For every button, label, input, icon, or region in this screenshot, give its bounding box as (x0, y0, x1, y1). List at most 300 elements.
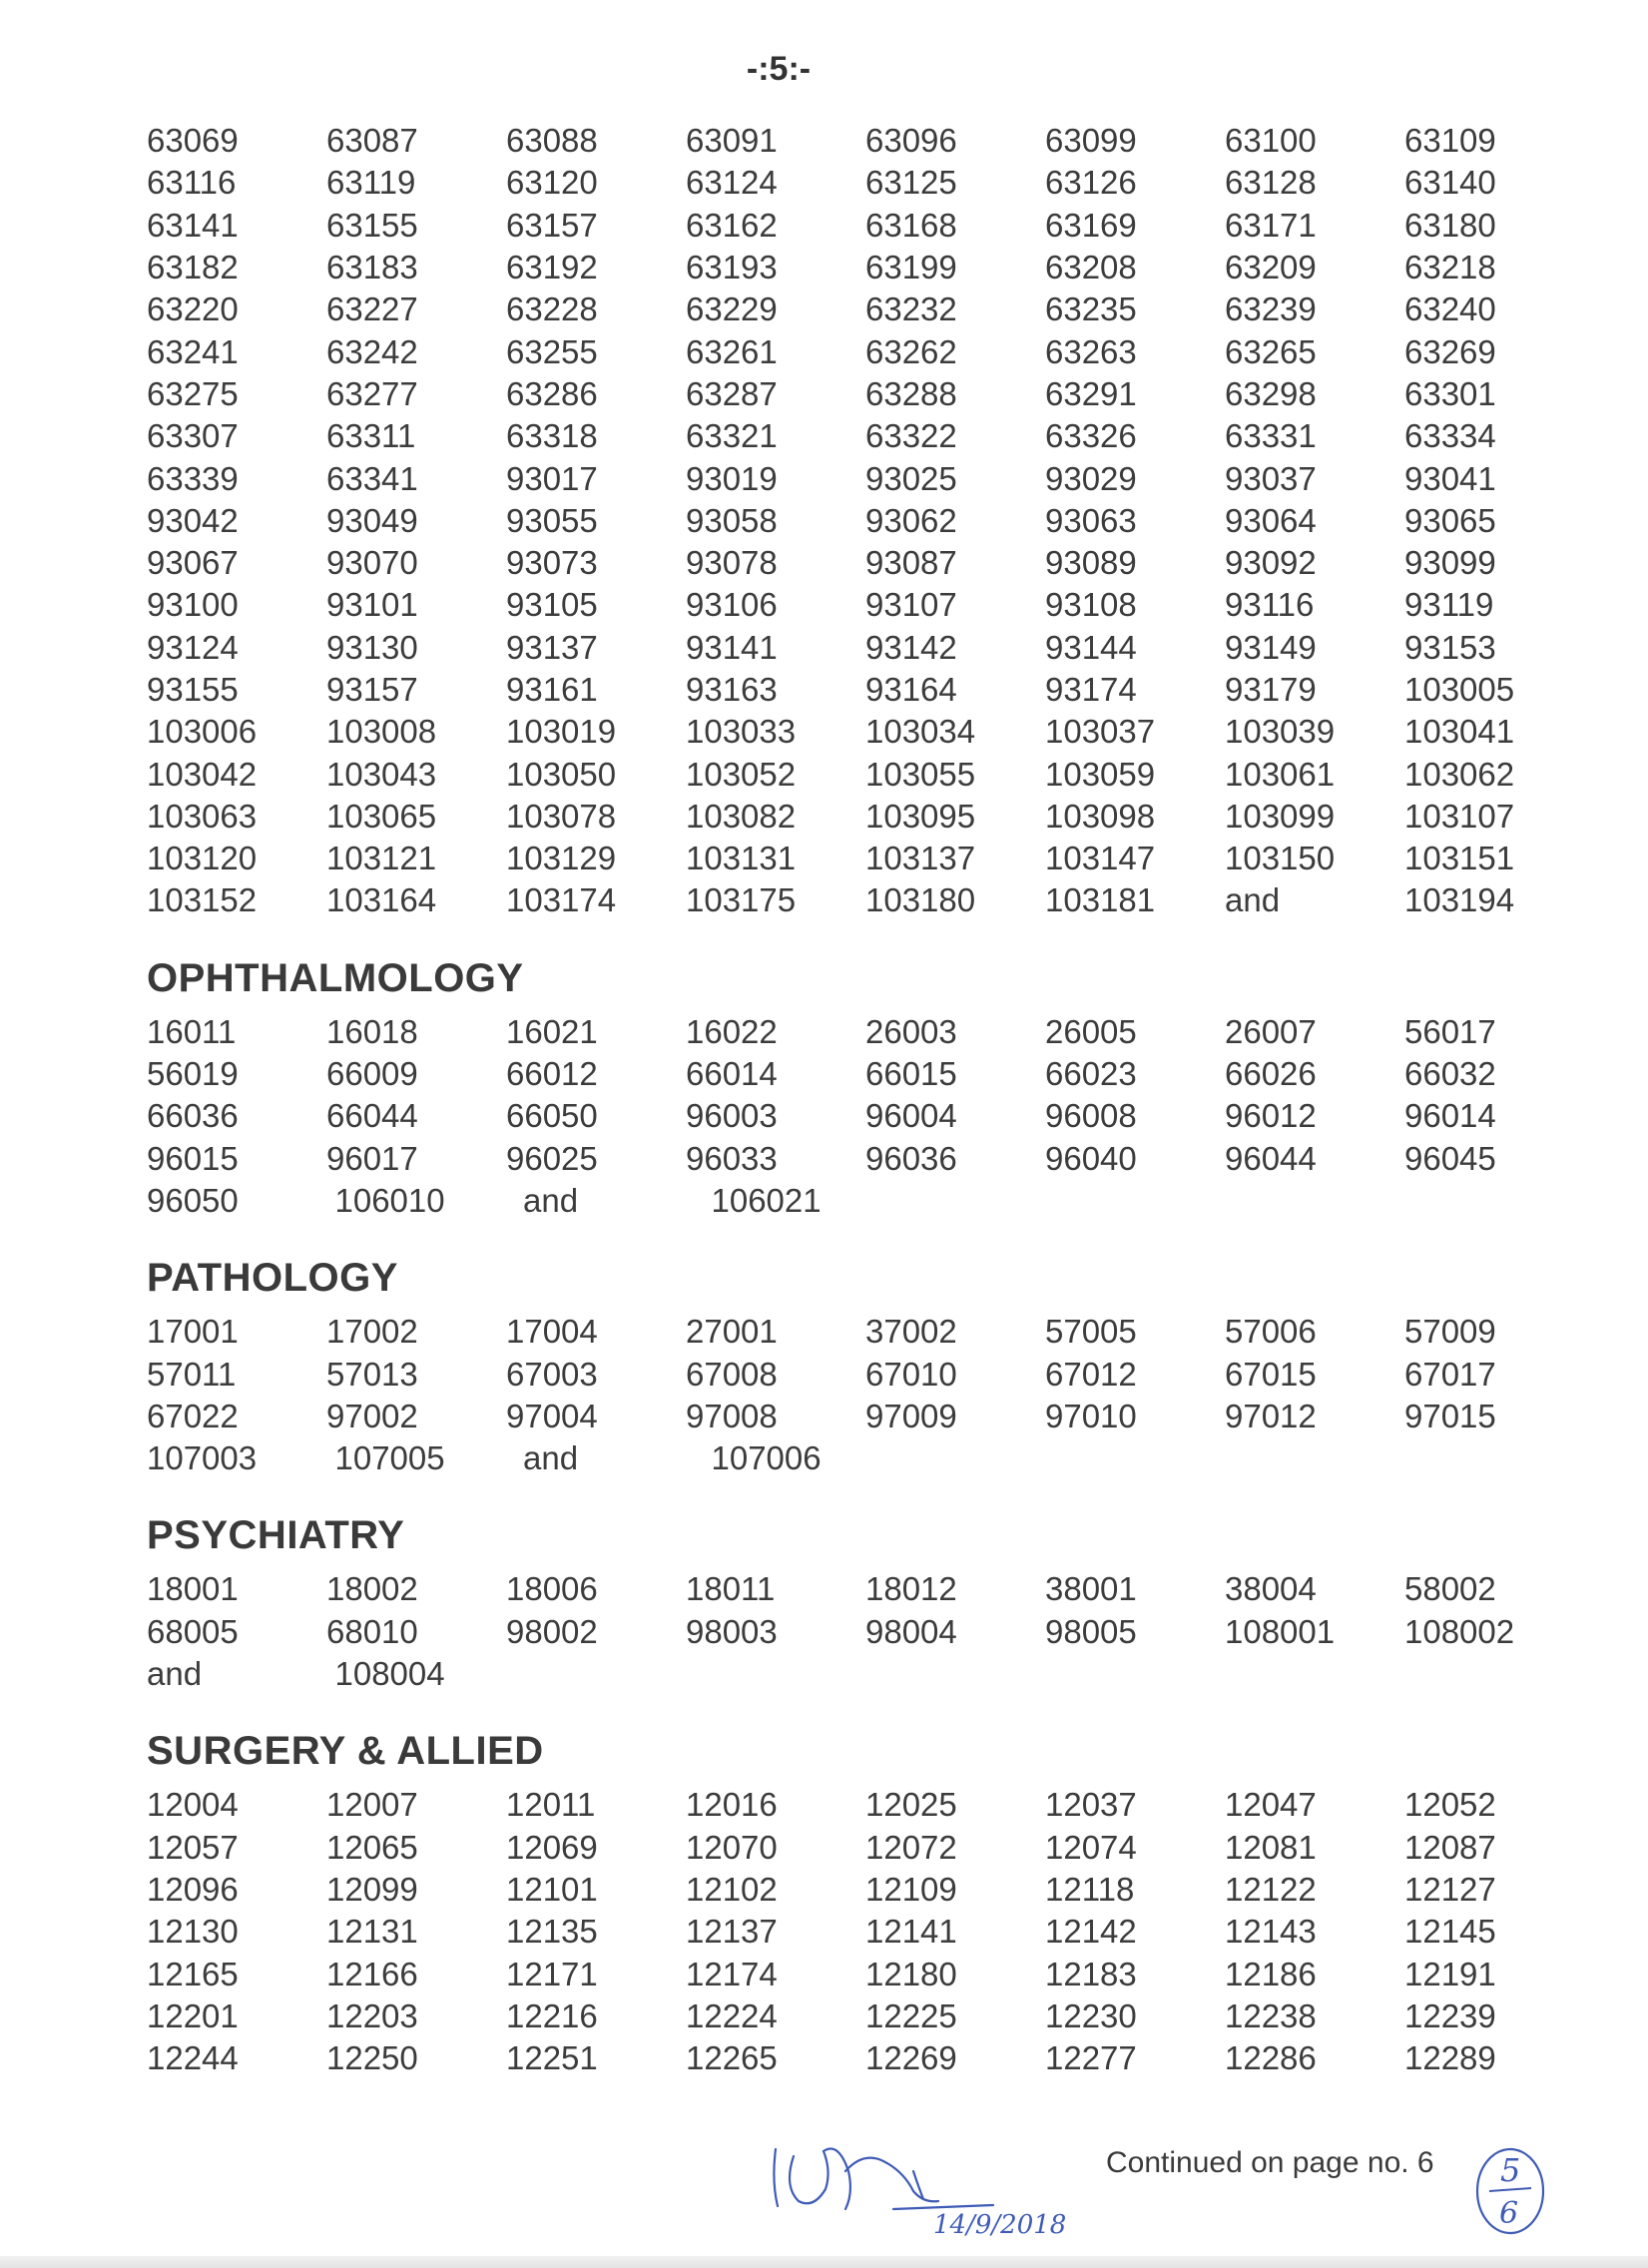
roll-number-cell: 12127 (1404, 1870, 1496, 1908)
handwritten-signature (754, 2131, 1093, 2241)
roll-number-cell: 63326 (1045, 417, 1137, 455)
roll-number-cell: 12225 (865, 1996, 957, 2034)
roll-number-cell: 93161 (506, 671, 598, 708)
roll-number-cell: 12166 (326, 1955, 418, 1992)
roll-number-cell: 93101 (326, 586, 418, 624)
roll-number-cell: 96008 (1045, 1097, 1137, 1135)
roll-number-cell: 12216 (506, 1996, 598, 2034)
roll-number-cell: 12186 (1225, 1955, 1317, 1992)
table-row (147, 1611, 1584, 1653)
roll-number-cell: 93100 (147, 586, 239, 624)
roll-number-cell: 12143 (1225, 1913, 1317, 1951)
section-roll-number-table (147, 1784, 1584, 2079)
roll-number-cell: 12145 (1404, 1913, 1496, 1951)
roll-number-cell: 93105 (506, 586, 598, 624)
roll-number-cell: 12289 (1404, 2039, 1496, 2077)
roll-number-cell: 93108 (1045, 586, 1137, 624)
roll-number-cell: 96040 (1045, 1139, 1137, 1177)
roll-number-cell: 67010 (865, 1355, 957, 1393)
roll-number-cell: 66014 (686, 1055, 778, 1093)
roll-number-cell: 108002 (1404, 1612, 1515, 1650)
table-row (147, 373, 1584, 415)
roll-number-cell: 12096 (147, 1870, 239, 1908)
roll-number-cell: 63162 (686, 206, 778, 244)
roll-number-cell: 103120 (147, 840, 258, 877)
roll-number-cell: 63140 (1404, 164, 1496, 202)
roll-number-cell: 63069 (147, 122, 239, 160)
roll-number-cell: 12074 (1045, 1828, 1137, 1866)
roll-number-cell: 93149 (1225, 628, 1317, 666)
table-row (147, 1953, 1584, 1994)
roll-number-cell: 12057 (147, 1828, 239, 1866)
roll-number-cell: 63288 (865, 374, 957, 412)
roll-number-cell: 93124 (147, 628, 239, 666)
roll-number-cell: 66012 (506, 1055, 598, 1093)
roll-number-cell: 18012 (865, 1570, 957, 1608)
roll-number-cell: 93144 (1045, 628, 1137, 666)
roll-number-cell: 103078 (506, 797, 617, 835)
section-roll-number-table (147, 1011, 1584, 1222)
roll-number-cell: 96050 (147, 1181, 239, 1219)
roll-number-cell: 103033 (686, 713, 797, 751)
roll-number-cell: 68010 (326, 1612, 418, 1650)
roll-number-cell: 63239 (1225, 290, 1317, 328)
table-row (147, 1138, 1584, 1180)
roll-number-cell: 103152 (147, 881, 258, 919)
roll-number-cell: 12122 (1225, 1870, 1317, 1908)
table-row (147, 247, 1584, 288)
roll-number-cell: 103059 (1045, 755, 1156, 793)
roll-number-cell: 63157 (506, 206, 598, 244)
roll-number-cell: 12191 (1404, 1955, 1496, 1992)
roll-number-cell: 103147 (1045, 840, 1156, 877)
table-row (147, 669, 1584, 711)
roll-number-cell: 12011 (506, 1786, 596, 1824)
roll-number-cell: 67017 (1404, 1355, 1496, 1393)
roll-number-cell: 93164 (865, 671, 957, 708)
roll-number-cell: 93087 (865, 544, 957, 582)
roll-number-cell: 103151 (1404, 840, 1515, 877)
table-row (147, 120, 1584, 162)
scan-bottom-edge (0, 2256, 1648, 2268)
roll-number-cell: 96015 (147, 1139, 239, 1177)
roll-number-cell: 63155 (326, 206, 418, 244)
department-section (147, 1256, 1584, 1479)
signature-date: 14/9/2018 (933, 2210, 1067, 2240)
roll-number-cell: 108001 (1225, 1612, 1336, 1650)
roll-number-cell: 63261 (686, 332, 778, 370)
section-heading: SURGERY & ALLIED (147, 1729, 544, 1774)
roll-number-cell: 57013 (326, 1355, 418, 1393)
roll-number-cell: 63116 (147, 164, 237, 202)
roll-number-cell: 63087 (326, 122, 418, 160)
roll-number-cell: 96004 (865, 1097, 957, 1135)
table-row (147, 457, 1584, 499)
roll-number-cell: 66009 (326, 1055, 418, 1093)
roll-number-cell: 67008 (686, 1355, 778, 1393)
roll-number-cell: 93062 (865, 501, 957, 539)
roll-number-cell: 96012 (1225, 1097, 1317, 1135)
roll-number-cell: 93155 (147, 671, 239, 708)
department-sections (147, 956, 1584, 2080)
roll-number-cell: 12081 (1225, 1828, 1317, 1866)
table-row (147, 879, 1584, 921)
roll-number-cell: 18011 (686, 1570, 776, 1608)
page-badge-numerator: 5 (1500, 2151, 1521, 2189)
roll-number-cell: 93179 (1225, 671, 1317, 708)
table-row (147, 415, 1584, 457)
roll-number-cell: 63228 (506, 290, 598, 328)
roll-number-cell: 12007 (326, 1786, 418, 1824)
roll-number-cell: 18006 (506, 1570, 598, 1608)
section-roll-number-table (147, 1311, 1584, 1479)
roll-number-cell: 97010 (1045, 1397, 1137, 1434)
roll-number-cell: 93163 (686, 671, 778, 708)
table-row (147, 1353, 1584, 1395)
roll-number-cell: 63286 (506, 374, 598, 412)
table-row (147, 711, 1584, 753)
roll-number-cell: 97008 (686, 1397, 778, 1434)
department-section (147, 1729, 1584, 2079)
roll-number-cell: 63321 (686, 417, 778, 455)
roll-number-cell: 93070 (326, 544, 418, 582)
roll-number-cell: 63235 (1045, 290, 1137, 328)
roll-number-cell: 103008 (326, 713, 437, 751)
roll-number-cell: 63322 (865, 417, 957, 455)
roll-number-cell: 93107 (865, 586, 957, 624)
roll-number-cell: 93019 (686, 459, 778, 497)
roll-number-cell: 12244 (147, 2039, 239, 2077)
roll-number-cell: 66023 (1045, 1055, 1137, 1093)
roll-number-cell: 93099 (1404, 544, 1496, 582)
roll-number-cell: 63220 (147, 290, 239, 328)
table-row (147, 330, 1584, 372)
roll-number-cell: 97009 (865, 1397, 957, 1434)
roll-number-cell: 103194 (1404, 881, 1515, 919)
roll-number-cell: 63262 (865, 332, 957, 370)
roll-number-cell: 103098 (1045, 797, 1156, 835)
roll-number-cell: 93119 (1404, 586, 1494, 624)
roll-number-cell: 63307 (147, 417, 239, 455)
roll-number-cell: 63218 (1404, 249, 1496, 286)
roll-number-cell: 96045 (1404, 1139, 1496, 1177)
roll-number-cell: 12180 (865, 1955, 957, 1992)
roll-number-cell: 26003 (865, 1012, 957, 1050)
roll-number-cell: 96003 (686, 1097, 778, 1135)
table-row (147, 1180, 1584, 1222)
roll-number-cell: 12102 (686, 1870, 778, 1908)
roll-number-cell: 93064 (1225, 501, 1317, 539)
roll-number-cell: 63109 (1404, 122, 1496, 160)
section-heading: OPHTHALMOLOGY (147, 955, 524, 1000)
roll-number-cell: and (1225, 881, 1281, 919)
roll-number-cell: 93058 (686, 501, 778, 539)
roll-number-cell: 93157 (326, 671, 418, 708)
roll-number-cell: 93089 (1045, 544, 1137, 582)
roll-number-cell: 57005 (1045, 1313, 1137, 1351)
roll-number-cell: 93025 (865, 459, 957, 497)
table-row (147, 1437, 1584, 1479)
roll-number-cell: 68005 (147, 1612, 239, 1650)
roll-number-cell: 103019 (506, 713, 617, 751)
table-row (147, 288, 1584, 330)
roll-number-cell: 67015 (1225, 1355, 1317, 1393)
roll-number-cell: 98003 (686, 1612, 778, 1650)
roll-number-cell: 63232 (865, 290, 957, 328)
roll-number-cell: 103061 (1225, 755, 1336, 793)
roll-number-cell: 103052 (686, 755, 797, 793)
roll-number-cell: 63341 (326, 459, 418, 497)
roll-number-cell: 103050 (506, 755, 617, 793)
section-heading: PATHOLOGY (147, 1256, 398, 1301)
roll-number-cell: 66032 (1404, 1055, 1496, 1093)
roll-number-cell: 103150 (1225, 840, 1336, 877)
roll-number-cell: 63183 (326, 249, 418, 286)
section-heading: PSYCHIATRY (147, 1513, 405, 1558)
table-row (147, 1011, 1584, 1053)
roll-number-cell: 38001 (1045, 1570, 1137, 1608)
table-row (147, 1311, 1584, 1353)
top-roll-number-table (147, 120, 1584, 922)
roll-number-cell: 103180 (865, 881, 976, 919)
roll-number-cell: 63229 (686, 290, 778, 328)
department-section (147, 1513, 1584, 1695)
roll-number-cell: 12069 (506, 1828, 598, 1866)
roll-number-cell: 103043 (326, 755, 437, 793)
roll-number-cell: 17004 (506, 1313, 598, 1351)
roll-number-cell: 66044 (326, 1097, 418, 1135)
roll-number-cell: 63331 (1225, 417, 1317, 455)
roll-number-cell: 16021 (506, 1012, 598, 1050)
roll-number-cell: 93063 (1045, 501, 1137, 539)
roll-number-cell: 63275 (147, 374, 239, 412)
results-content (147, 120, 1584, 2079)
roll-number-cell: 16022 (686, 1012, 778, 1050)
roll-number-cell: 12141 (865, 1913, 957, 1951)
roll-number-cell: 63141 (147, 206, 239, 244)
roll-number-cell: 63263 (1045, 332, 1137, 370)
roll-number-cell: 103006 (147, 713, 258, 751)
roll-number-cell: 12118 (1045, 1870, 1135, 1908)
roll-number-cell: 107003 (147, 1439, 258, 1477)
section-roll-number-table (147, 1568, 1584, 1695)
roll-number-cell: 103037 (1045, 713, 1156, 751)
roll-number-cell: 103042 (147, 755, 258, 793)
roll-number-cell: 12047 (1225, 1786, 1317, 1824)
roll-number-cell: 97004 (506, 1397, 598, 1434)
table-row (147, 1053, 1584, 1095)
roll-number-cell: 18002 (326, 1570, 418, 1608)
roll-number-cell: 66050 (506, 1097, 598, 1135)
roll-number-cell: 63124 (686, 164, 778, 202)
roll-number-cell: 93067 (147, 544, 239, 582)
roll-number-cell: 12052 (1404, 1786, 1496, 1824)
table-row (147, 1911, 1584, 1953)
roll-number-cell: 12025 (865, 1786, 957, 1824)
roll-number-cell: 12087 (1404, 1828, 1496, 1866)
table-row (147, 753, 1584, 795)
roll-number-cell: 57011 (147, 1355, 237, 1393)
roll-number-cell: 107006 (711, 1439, 822, 1477)
roll-number-cell: 63125 (865, 164, 957, 202)
roll-number-cell: 93153 (1404, 628, 1496, 666)
roll-number-cell: 12131 (326, 1913, 418, 1951)
page-badge-denominator: 6 (1499, 2196, 1519, 2231)
roll-number-cell: 103129 (506, 840, 617, 877)
roll-number-cell: 12070 (686, 1828, 778, 1866)
roll-number-cell: 63255 (506, 332, 598, 370)
roll-number-cell: 12072 (865, 1828, 957, 1866)
table-row (147, 838, 1584, 879)
roll-number-cell: 63298 (1225, 374, 1317, 412)
roll-number-cell: 63099 (1045, 122, 1137, 160)
roll-number-cell: 93092 (1225, 544, 1317, 582)
roll-number-cell: 63318 (506, 417, 598, 455)
roll-number-cell: 98004 (865, 1612, 957, 1650)
roll-number-cell: 12239 (1404, 1996, 1496, 2034)
table-row (147, 796, 1584, 838)
roll-number-cell: 12203 (326, 1996, 418, 2034)
roll-number-cell: 12130 (147, 1913, 239, 1951)
roll-number-cell: 63091 (686, 122, 778, 160)
roll-number-cell: 63209 (1225, 249, 1317, 286)
table-row (147, 162, 1584, 204)
roll-number-cell: 63193 (686, 249, 778, 286)
roll-number-cell: 106021 (711, 1181, 822, 1219)
roll-number-cell: 63242 (326, 332, 418, 370)
roll-number-cell: 108004 (334, 1655, 445, 1693)
roll-number-cell: 56017 (1404, 1012, 1496, 1050)
roll-number-cell: 93130 (326, 628, 418, 666)
roll-number-cell: 12269 (865, 2039, 957, 2077)
roll-number-cell: 93073 (506, 544, 598, 582)
roll-number-cell: 103062 (1404, 755, 1515, 793)
roll-number-cell: 93116 (1225, 586, 1315, 624)
table-row (147, 1396, 1584, 1437)
roll-number-cell: 103121 (326, 840, 437, 877)
roll-number-cell: 93078 (686, 544, 778, 582)
roll-number-cell: 63100 (1225, 122, 1317, 160)
roll-number-cell: 103005 (1404, 671, 1515, 708)
roll-number-cell: 67012 (1045, 1355, 1137, 1393)
roll-number-cell: and (523, 1439, 579, 1477)
roll-number-cell: 63265 (1225, 332, 1317, 370)
roll-number-cell: 93055 (506, 501, 598, 539)
roll-number-cell: 12165 (147, 1955, 239, 1992)
roll-number-cell: 18001 (147, 1570, 239, 1608)
roll-number-cell: and (147, 1655, 203, 1693)
roll-number-cell: 63168 (865, 206, 957, 244)
roll-number-cell: 63240 (1404, 290, 1496, 328)
roll-number-cell: 107005 (334, 1439, 445, 1477)
roll-number-cell: 93049 (326, 501, 418, 539)
roll-number-cell: 63227 (326, 290, 418, 328)
roll-number-cell: 63119 (326, 164, 416, 202)
roll-number-cell: 66015 (865, 1055, 957, 1093)
roll-number-cell: 93029 (1045, 459, 1137, 497)
roll-number-cell: 63241 (147, 332, 239, 370)
roll-number-cell: 63311 (326, 417, 416, 455)
roll-number-cell: 12109 (865, 1870, 957, 1908)
table-row (147, 1784, 1584, 1826)
roll-number-cell: 103164 (326, 881, 437, 919)
roll-number-cell: 98002 (506, 1612, 598, 1650)
roll-number-cell: 56019 (147, 1055, 239, 1093)
continued-note: Continued on page no. 6 (1106, 2146, 1434, 2179)
roll-number-cell: 12037 (1045, 1786, 1137, 1824)
table-row (147, 2037, 1584, 2079)
roll-number-cell: 12137 (686, 1913, 778, 1951)
table-row (147, 584, 1584, 626)
roll-number-cell: 93037 (1225, 459, 1317, 497)
roll-number-cell: 12099 (326, 1870, 418, 1908)
roll-number-cell: 16011 (147, 1012, 237, 1050)
table-row (147, 1869, 1584, 1911)
roll-number-cell: 12004 (147, 1786, 239, 1824)
roll-number-cell: 63199 (865, 249, 957, 286)
roll-number-cell: 12171 (506, 1955, 598, 1992)
roll-number-cell: 12142 (1045, 1913, 1137, 1951)
roll-number-cell: 63301 (1404, 374, 1496, 412)
roll-number-cell: 93142 (865, 628, 957, 666)
roll-number-cell: 38004 (1225, 1570, 1317, 1608)
roll-number-cell: 63096 (865, 122, 957, 160)
roll-number-cell: 12251 (506, 2039, 598, 2077)
table-row (147, 1995, 1584, 2037)
roll-number-cell: 63128 (1225, 164, 1317, 202)
page-number: -:5:- (746, 50, 812, 88)
roll-number-cell: 12065 (326, 1828, 418, 1866)
roll-number-cell: 12238 (1225, 1996, 1317, 2034)
roll-number-cell: 96025 (506, 1139, 598, 1177)
table-row (147, 1653, 1584, 1695)
roll-number-cell: 93106 (686, 586, 778, 624)
roll-number-cell: 16018 (326, 1012, 418, 1050)
roll-number-cell: 93065 (1404, 501, 1496, 539)
roll-number-cell: 103107 (1404, 797, 1515, 835)
roll-number-cell: 17002 (326, 1313, 418, 1351)
roll-number-cell: 63291 (1045, 374, 1137, 412)
roll-number-cell: 96036 (865, 1139, 957, 1177)
roll-number-cell: 103137 (865, 840, 976, 877)
roll-number-cell: 63339 (147, 459, 239, 497)
roll-number-cell: 93017 (506, 459, 598, 497)
roll-number-cell: 93141 (686, 628, 778, 666)
page-count-circle (1467, 2141, 1557, 2241)
roll-number-cell: 93137 (506, 628, 598, 666)
roll-number-cell: 17001 (147, 1313, 239, 1351)
roll-number-cell: 103099 (1225, 797, 1336, 835)
roll-number-cell: 96033 (686, 1139, 778, 1177)
roll-number-cell: 63169 (1045, 206, 1137, 244)
department-section (147, 956, 1584, 1222)
roll-number-cell: 12265 (686, 2039, 778, 2077)
roll-number-cell: 106010 (334, 1181, 445, 1219)
roll-number-cell: 103034 (865, 713, 976, 751)
roll-number-cell: 63120 (506, 164, 598, 202)
roll-number-cell: 27001 (686, 1313, 778, 1351)
roll-number-cell: 12174 (686, 1955, 778, 1992)
roll-number-cell: 97002 (326, 1397, 418, 1434)
roll-number-cell: 103063 (147, 797, 258, 835)
roll-number-cell: 93174 (1045, 671, 1137, 708)
roll-number-cell: 66026 (1225, 1055, 1317, 1093)
roll-number-cell: 93041 (1404, 459, 1496, 497)
roll-number-cell: 63088 (506, 122, 598, 160)
roll-number-cell: 97012 (1225, 1397, 1317, 1434)
roll-number-cell: 93042 (147, 501, 239, 539)
table-row (147, 1568, 1584, 1610)
